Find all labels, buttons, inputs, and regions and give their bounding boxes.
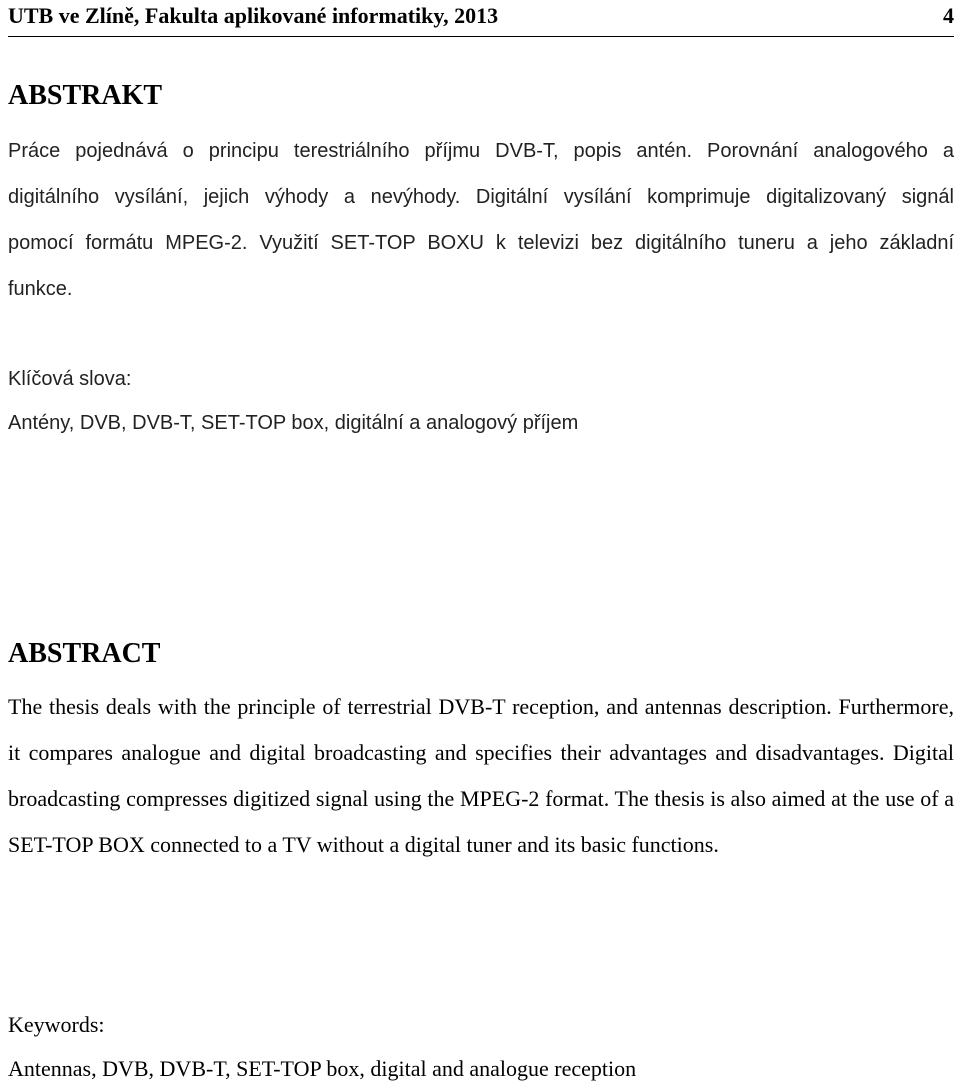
klicova-slova-text: Antény, DVB, DVB-T, SET-TOP box, digitální a analogový příjem (8, 412, 579, 434)
page-header (8, 0, 954, 37)
abstrakt-heading: ABSTRAKT (8, 80, 163, 111)
abstract-body: The thesis deals with the principle of terrestrial DVB-T reception, and antennas description. Furthermore, it compares analogue and digital broadcasting and specifies their advantages and disadvantages. Digital broadcasting compresses digitized signal using the MPEG-2 format. The thesis is also aimed at the use of a SET-TOP BOX connected to a TV without a digital tuner and its basic functions. (8, 694, 954, 857)
header-title: UTB ve Zlíně, Fakulta aplikované informatiky, 2013 (8, 3, 499, 28)
abstrakt-body: Práce pojednává o principu terestriálního příjmu DVB-T, popis antén. Porovnání analogového a digitálního vysílání, jejich výhody a nevýhody. Digitální vysílání komprimuje digitalizovaný signál pomocí formátu MPEG-2. Využití SET-TOP BOXU k televizi bez digitálního tuneru a jeho základní funkce. (8, 140, 954, 300)
keywords-label: Keywords: (8, 1012, 105, 1037)
page-number: 4 (943, 3, 954, 28)
keywords-text: Antennas, DVB, DVB-T, SET-TOP box, digital and analogue reception (8, 1056, 637, 1081)
klicova-slova-label: Klíčová slova: (8, 368, 132, 390)
abstract-heading: ABSTRACT (8, 638, 161, 669)
